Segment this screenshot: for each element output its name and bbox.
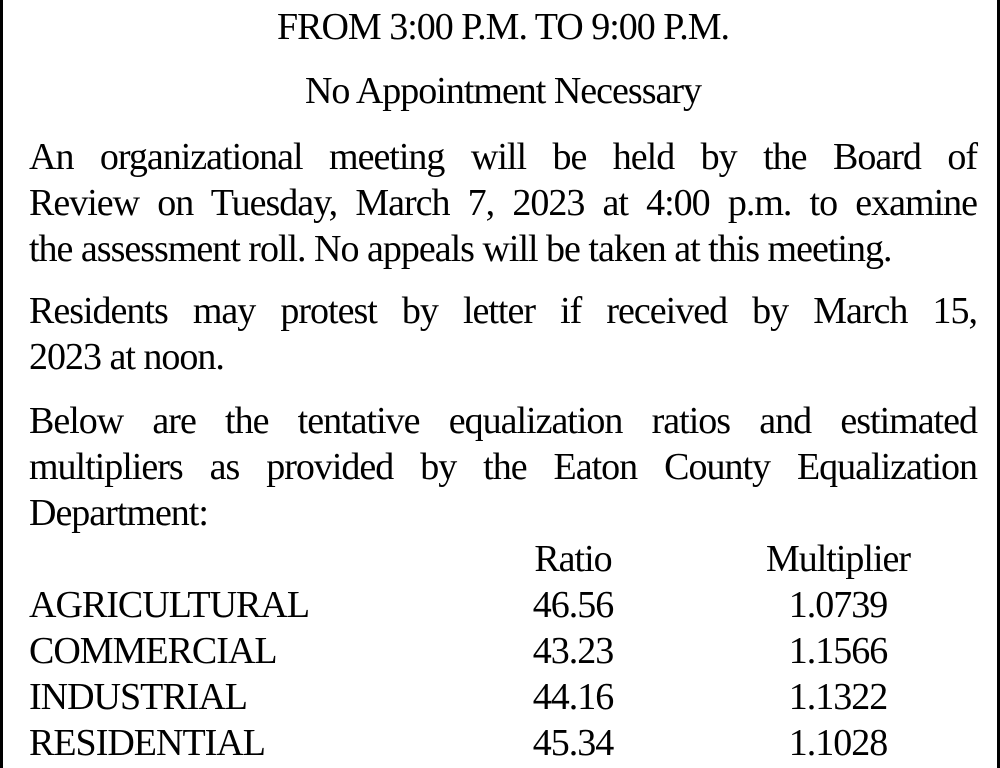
appointment-line: No Appointment Necessary — [304, 70, 702, 112]
intro-paragraph — [29, 398, 977, 536]
protest-paragraph — [29, 288, 977, 380]
paragraph-line: Department: — [29, 492, 208, 534]
paragraph-line: 2023 at noon. — [29, 336, 224, 378]
hours-line: FROM 3:00 P.M. TO 9:00 P.M. — [276, 6, 730, 48]
table-row-multiplier: 1.1322 — [788, 676, 888, 718]
table-row-multiplier: 1.1566 — [788, 630, 888, 672]
paragraph-line: Review on Tuesday, March 7, 2023 at 4:00 p.m. to examine — [29, 182, 977, 224]
table-row-ratio: 45.34 — [532, 722, 614, 764]
table-row-ratio: 44.16 — [532, 676, 614, 718]
paragraph-line: multipliers as provided by the Eaton County Equalization — [29, 446, 977, 488]
paragraph-line: the assessment roll. No appeals will be taken at this meeting. — [29, 228, 892, 270]
table-row-ratio: 43.23 — [532, 630, 614, 672]
table-row-category: AGRICULTURAL — [29, 584, 310, 626]
paragraph-line: Residents may protest by letter if received by March 15, — [29, 290, 977, 332]
organizational-meeting-paragraph — [29, 134, 977, 272]
table-row-category: COMMERCIAL — [29, 630, 277, 672]
paragraph-line: An organizational meeting will be held by the Board of — [29, 136, 977, 178]
table-row-multiplier: 1.1028 — [788, 722, 888, 764]
table-row-multiplier: 1.0739 — [788, 584, 888, 626]
ratio-header: Ratio — [534, 538, 612, 580]
multiplier-header: Multiplier — [765, 538, 911, 580]
table-row-category: INDUSTRIAL — [29, 676, 247, 718]
paragraph-line: Below are the tentative equalization ratios and estimated — [29, 400, 977, 442]
table-row-category: RESIDENTIAL — [29, 722, 265, 764]
table-row-ratio: 46.56 — [532, 584, 614, 626]
